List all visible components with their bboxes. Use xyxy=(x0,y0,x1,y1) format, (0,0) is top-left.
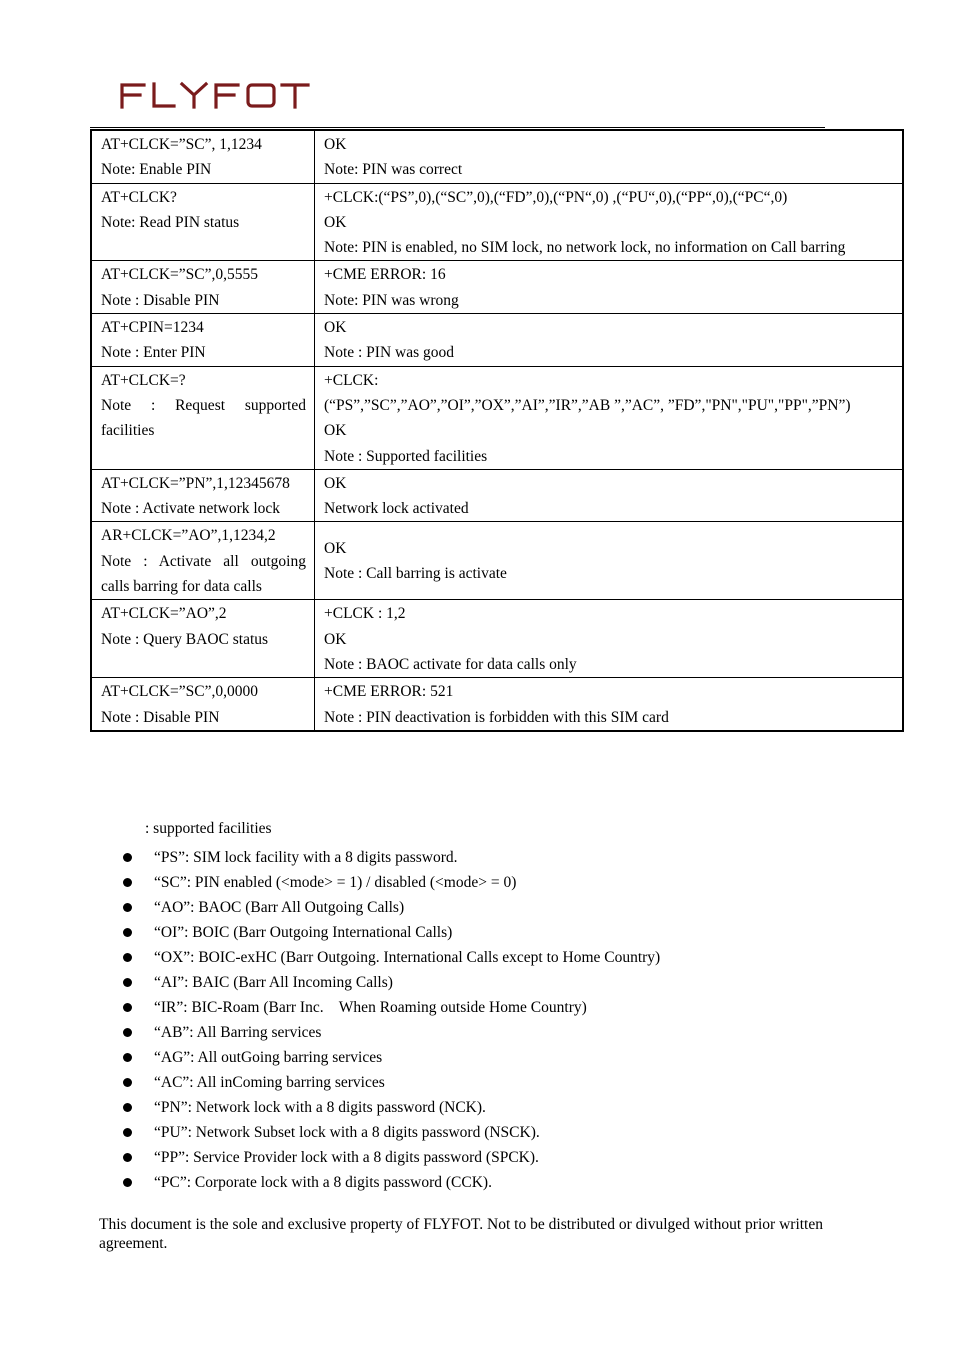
response-line: OK xyxy=(324,630,347,648)
command-cell xyxy=(91,261,315,314)
response-line: OK xyxy=(324,474,347,492)
command-note: Note : Disable PIN xyxy=(101,708,220,726)
command-note: facilities xyxy=(101,422,155,440)
bullet-icon xyxy=(123,1128,132,1137)
command-cell xyxy=(91,314,315,367)
command-cell xyxy=(91,366,315,469)
list-item-text: “PU”: Network Subset lock with a 8 digits password (NSCK). xyxy=(154,1124,540,1141)
response-line: Network lock activated xyxy=(324,500,469,518)
list-item-text: “PP”: Service Provider lock with a 8 digits password (SPCK). xyxy=(154,1149,539,1166)
command-cell xyxy=(91,600,315,678)
table-row xyxy=(91,314,903,367)
bullet-icon xyxy=(123,953,132,962)
list-item-text: “IR”: BIC-Roam (Barr Inc. When Roaming outside Home Country) xyxy=(154,999,587,1016)
list-item-text: “PS”: SIM lock facility with a 8 digits password. xyxy=(154,849,458,866)
response-line: +CLCK:(“PS”,0),(“SC”,0),(“FD”,0),(“PN“,0) ,(“PU“,0),(“PP“,0),(“PC“,0) xyxy=(324,188,788,206)
table-row xyxy=(91,469,903,522)
response-line: +CME ERROR: 521 xyxy=(324,683,454,701)
list-item xyxy=(120,945,660,970)
list-item-text: “AI”: BAIC (Barr All Incoming Calls) xyxy=(154,974,393,991)
bullet-icon xyxy=(123,1178,132,1187)
confidentiality-footer: This document is the sole and exclusive property of FLYFOT. Not to be distributed or divulged without prior written agreement. xyxy=(99,1216,823,1252)
list-item-text: “OX”: BOIC-exHC (Barr Outgoing. International Calls except to Home Country) xyxy=(154,949,661,966)
response-line: OK xyxy=(324,422,347,440)
command-text: AT+CLCK=”SC”, 1,1234 xyxy=(101,136,262,153)
bullet-icon xyxy=(123,1103,132,1112)
command-text: AT+CPIN=1234 xyxy=(101,319,204,337)
response-cell xyxy=(315,261,904,314)
command-note: Note : Enter PIN xyxy=(101,344,206,362)
command-note: Note : Request supported xyxy=(101,396,306,414)
header-rule xyxy=(90,127,825,128)
command-text: AR+CLCK=”AO”,1,1234,2 xyxy=(101,527,276,545)
command-text: AT+CLCK? xyxy=(101,188,177,206)
bullet-icon xyxy=(123,853,132,862)
table-row xyxy=(91,522,903,600)
command-text: AT+CLCK=? xyxy=(101,371,186,389)
list-item xyxy=(120,920,660,945)
response-line: Note: PIN was wrong xyxy=(324,291,459,309)
facilities-list xyxy=(120,845,660,1195)
command-cell xyxy=(91,469,315,522)
response-cell xyxy=(315,678,904,731)
response-line: Note: PIN was correct xyxy=(324,161,463,179)
response-cell xyxy=(315,183,904,261)
response-line: +CME ERROR: 16 xyxy=(324,266,446,284)
list-item-text: “SC”: PIN enabled (<mode> = 1) / disabled (<mode> = 0) xyxy=(154,874,517,891)
list-item-text: “OI”: BOIC (Barr Outgoing International Calls) xyxy=(154,924,453,941)
bullet-icon xyxy=(123,878,132,887)
command-note: Note : Query BAOC status xyxy=(101,630,269,648)
bullet-icon xyxy=(123,978,132,987)
response-line: OK xyxy=(324,136,347,153)
command-cell xyxy=(91,183,315,261)
table-row xyxy=(91,600,903,678)
bullet-icon xyxy=(123,928,132,937)
list-item xyxy=(120,1045,660,1070)
bullet-icon xyxy=(123,1078,132,1087)
list-item-text: “AG”: All outGoing barring services xyxy=(154,1049,383,1066)
response-line: OK xyxy=(324,319,347,337)
response-cell xyxy=(315,469,904,522)
list-item xyxy=(120,970,660,995)
table-row xyxy=(91,261,903,314)
command-table xyxy=(90,129,904,732)
command-note: Note : Activate network lock xyxy=(101,500,281,518)
list-item xyxy=(120,1145,660,1170)
command-text: AT+CLCK=”SC”,0,5555 xyxy=(101,266,258,284)
command-cell xyxy=(91,678,315,731)
flyfot-logo xyxy=(118,80,312,115)
bullet-icon xyxy=(123,1153,132,1162)
command-note: calls barring for data calls xyxy=(101,578,262,596)
list-item xyxy=(120,1020,660,1045)
bullet-icon xyxy=(123,903,132,912)
list-item xyxy=(120,1120,660,1145)
facilities-intro: : supported facilities xyxy=(145,820,272,837)
table-row xyxy=(91,678,903,731)
bullet-icon xyxy=(123,1003,132,1012)
response-line: +CLCK : 1,2 xyxy=(324,605,406,623)
command-text: AT+CLCK=”AO”,2 xyxy=(101,605,227,623)
response-cell xyxy=(315,314,904,367)
list-item-text: “AC”: All inComing barring services xyxy=(154,1074,385,1091)
response-line: Note : PIN deactivation is forbidden with this SIM card xyxy=(324,708,669,726)
response-line: Note : BAOC activate for data calls only xyxy=(324,655,577,673)
list-item xyxy=(120,845,660,870)
response-line: Note : Call barring is activate xyxy=(324,565,507,583)
response-cell xyxy=(315,366,904,469)
command-note: Note: Read PIN status xyxy=(101,213,240,231)
list-item xyxy=(120,895,660,920)
command-note: Note : Disable PIN xyxy=(101,291,220,309)
bullet-icon xyxy=(123,1028,132,1037)
list-item xyxy=(120,870,660,895)
table-row xyxy=(91,183,903,261)
response-line: OK xyxy=(324,213,347,231)
response-line: Note : PIN was good xyxy=(324,344,455,362)
response-line: Note : Supported facilities xyxy=(324,447,488,465)
list-item-text: “PC”: Corporate lock with a 8 digits password (CCK). xyxy=(154,1174,492,1191)
table-row xyxy=(91,130,903,183)
response-cell xyxy=(315,600,904,678)
bullet-icon xyxy=(123,1053,132,1062)
response-line: +CLCK: xyxy=(324,371,379,389)
response-line: OK xyxy=(324,540,347,558)
command-text: AT+CLCK=”SC”,0,0000 xyxy=(101,683,258,701)
command-note: Note: Enable PIN xyxy=(101,161,212,179)
list-item xyxy=(120,1095,660,1120)
list-item-text: “AB”: All Barring services xyxy=(154,1024,322,1041)
list-item xyxy=(120,995,660,1020)
command-cell xyxy=(91,522,315,600)
response-line: Note: PIN is enabled, no SIM lock, no network lock, no information on Call barring xyxy=(324,239,846,257)
response-cell xyxy=(315,522,904,600)
list-item-text: “AO”: BAOC (Barr All Outgoing Calls) xyxy=(154,899,405,916)
command-text: AT+CLCK=”PN”,1,12345678 xyxy=(101,474,290,492)
list-item-text: “PN”: Network lock with a 8 digits password (NCK). xyxy=(154,1099,486,1116)
table-row xyxy=(91,366,903,469)
command-cell xyxy=(91,130,315,183)
list-item xyxy=(120,1070,660,1095)
list-item xyxy=(120,1170,660,1195)
command-note: Note : Activate all outgoing xyxy=(101,552,306,570)
response-line: (“PS”,”SC”,”AO”,”OI”,”OX”,”AI”,”IR”,”AB ”,”AC”, ”FD”,"PN","PU","PP",”PN”) xyxy=(324,396,851,414)
response-cell xyxy=(315,130,904,183)
